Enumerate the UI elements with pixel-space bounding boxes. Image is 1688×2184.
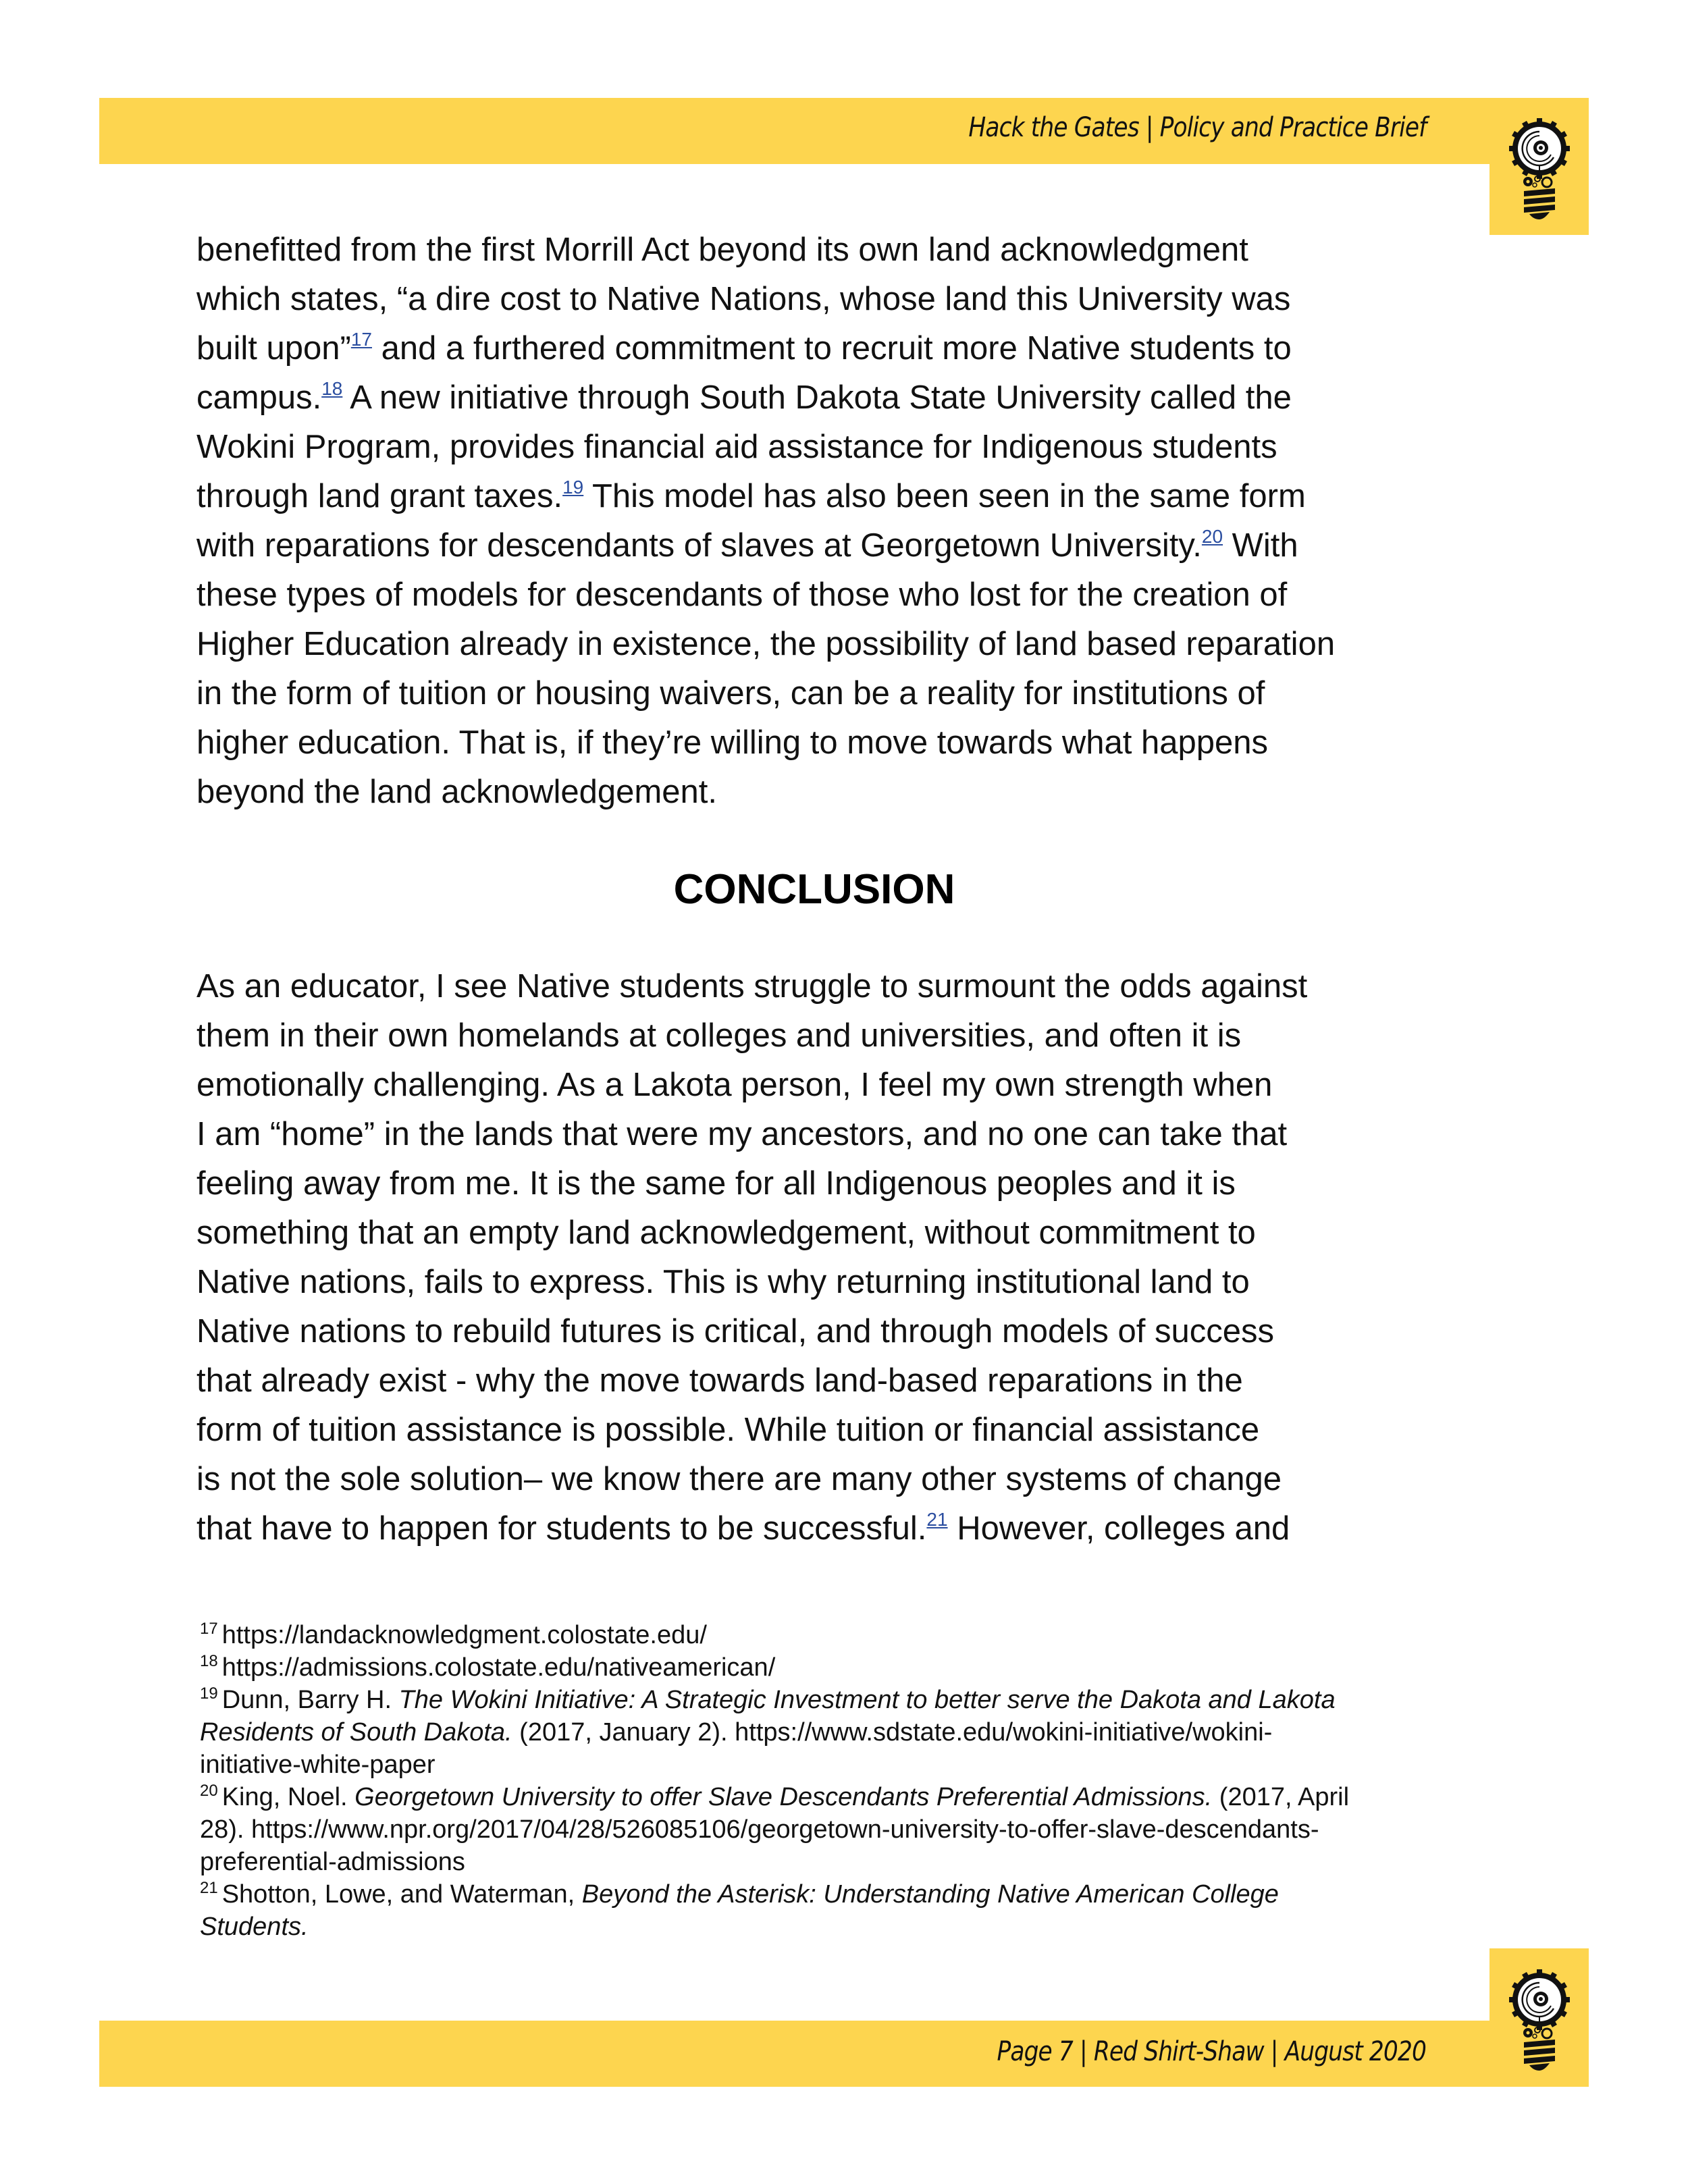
text-span: that have to happen for students to be successful.	[196, 1510, 927, 1547]
citation-text[interactable]: https://landacknowledgment.colostate.edu/	[221, 1621, 707, 1649]
text-span: I am “home” in the lands that were my ancestors, and no one can take that	[196, 1116, 1288, 1152]
citation-title: Students.	[200, 1913, 309, 1941]
text-line	[196, 1307, 1452, 1356]
text-line	[196, 1406, 1452, 1455]
text-span: feeling away from me. It is the same for all Indigenous peoples and it is	[196, 1165, 1236, 1202]
citation-title: Georgetown University to offer Slave Descendants Preferential Admissions.	[354, 1783, 1213, 1811]
footnote-item	[200, 1684, 1456, 1716]
citation-title: Residents of South Dakota.	[200, 1718, 512, 1747]
text-span: higher education. That is, if they’re willing to move towards what happens	[196, 724, 1269, 761]
citation-text[interactable]: (2017, January 2). https://www.sdstate.edu/wokini-initiative/wokini-	[512, 1718, 1273, 1747]
footnotes	[200, 1619, 1456, 1943]
text-line	[196, 521, 1452, 570]
text-span: built upon”	[196, 330, 351, 367]
text-line	[196, 768, 1452, 817]
text-span: beyond the land acknowledgement.	[196, 774, 717, 810]
footnote-item	[200, 1781, 1456, 1813]
text-line	[196, 324, 1452, 373]
footnote-number: 18	[200, 1652, 218, 1670]
text-span: Native nations, fails to express. This is why returning institutional land to	[196, 1264, 1250, 1300]
text-span: in the form of tuition or housing waivers, can be a reality for institutions of	[196, 675, 1265, 712]
text-line	[196, 718, 1452, 768]
text-span: Wokini Program, provides financial aid assistance for Indigenous students	[196, 429, 1277, 465]
text-span: form of tuition assistance is possible. While tuition or financial assistance	[196, 1412, 1260, 1448]
text-span: through land grant taxes.	[196, 478, 563, 514]
text-line	[196, 1011, 1452, 1061]
text-span: Higher Education already in existence, the possibility of land based reparation	[196, 626, 1336, 662]
footnote-item	[200, 1878, 1456, 1911]
text-line	[196, 1110, 1452, 1159]
footnote-item	[200, 1619, 1456, 1651]
body-paragraph-2	[196, 962, 1452, 1553]
text-line	[196, 225, 1452, 275]
text-line	[196, 1159, 1452, 1208]
body-paragraph-1	[196, 225, 1452, 817]
footnote-ref-link[interactable]: 17	[350, 329, 372, 350]
text-line	[196, 570, 1452, 620]
citation-text: Dunn, Barry H.	[221, 1686, 399, 1714]
citation-text: preferential-admissions	[200, 1848, 465, 1876]
lightbulb-gear-icon	[1509, 118, 1570, 219]
text-span: them in their own homelands at colleges and universities, and often it is	[196, 1017, 1242, 1054]
citation-text[interactable]: 28). https://www.npr.org/2017/04/28/526085106/georgetown-university-to-offer-slave-descendants-	[200, 1815, 1319, 1844]
citation-title: Beyond the Asterisk: Understanding Native American College	[581, 1880, 1279, 1909]
footnote-continuation	[200, 1813, 1456, 1846]
footnote-continuation	[200, 1846, 1456, 1878]
text-span: As an educator, I see Native students struggle to surmount the odds against	[196, 968, 1308, 1005]
citation-text: King, Noel.	[221, 1783, 355, 1811]
text-span: something that an empty land acknowledgement, without commitment to	[196, 1215, 1256, 1251]
header-title: Hack the Gates | Policy and Practice Brief	[968, 112, 1426, 143]
footnote-number: 21	[200, 1879, 218, 1897]
section-heading-conclusion: CONCLUSION	[673, 866, 955, 913]
text-line	[196, 423, 1452, 472]
text-span: However, colleges and	[947, 1510, 1290, 1547]
text-line	[196, 472, 1452, 521]
text-line	[196, 373, 1452, 423]
footnote-ref-link[interactable]: 20	[1201, 526, 1223, 547]
text-span: that already exist - why the move towards land-based reparations in the	[196, 1362, 1243, 1399]
footnote-ref-link[interactable]: 18	[321, 378, 343, 399]
text-line	[196, 962, 1452, 1011]
citation-text: (2017, April	[1212, 1783, 1350, 1811]
text-line	[196, 1208, 1452, 1258]
text-span: A new initiative through South Dakota State University called the	[342, 379, 1292, 416]
lightbulb-gear-icon	[1509, 1969, 1570, 2071]
text-line	[196, 1061, 1452, 1110]
text-line	[196, 620, 1452, 669]
citation-text: initiative-white-paper	[200, 1751, 436, 1779]
footnote-ref-link[interactable]: 21	[926, 1509, 948, 1530]
footnote-continuation	[200, 1749, 1456, 1781]
text-span: with reparations for descendants of slaves at Georgetown University.	[196, 527, 1202, 564]
text-span: With	[1223, 527, 1298, 564]
footnote-continuation	[200, 1911, 1456, 1943]
citation-text: Shotton, Lowe, and Waterman,	[221, 1880, 582, 1909]
footnote-continuation	[200, 1716, 1456, 1749]
text-span: which states, “a dire cost to Native Nations, whose land this University was	[196, 281, 1291, 317]
text-line	[196, 275, 1452, 324]
text-span: benefitted from the first Morrill Act beyond its own land acknowledgment	[196, 232, 1248, 268]
text-line	[196, 1455, 1452, 1504]
footnote-item	[200, 1651, 1456, 1684]
footnote-number: 20	[200, 1782, 218, 1800]
text-line	[196, 1504, 1452, 1553]
citation-text[interactable]: https://admissions.colostate.edu/nativeamerican/	[221, 1653, 776, 1682]
footer-page-info: Page 7 | Red Shirt-Shaw | August 2020	[997, 2036, 1426, 2067]
text-span: these types of models for descendants of those who lost for the creation of	[196, 577, 1288, 613]
text-line	[196, 1258, 1452, 1307]
text-span: is not the sole solution– we know there are many other systems of change	[196, 1461, 1282, 1497]
text-span: and a furthered commitment to recruit more Native students to	[371, 330, 1292, 367]
text-span: campus.	[196, 379, 322, 416]
text-span: This model has also been seen in the same form	[583, 478, 1306, 514]
footnote-number: 17	[200, 1620, 218, 1638]
footnote-ref-link[interactable]: 19	[562, 477, 584, 498]
text-line	[196, 669, 1452, 718]
text-span: emotionally challenging. As a Lakota person, I feel my own strength when	[196, 1067, 1273, 1103]
text-span: Native nations to rebuild futures is critical, and through models of success	[196, 1313, 1275, 1350]
citation-title: The Wokini Initiative: A Strategic Investment to better serve the Dakota and Lakota	[398, 1686, 1336, 1714]
footnote-number: 19	[200, 1684, 218, 1703]
text-line	[196, 1356, 1452, 1406]
